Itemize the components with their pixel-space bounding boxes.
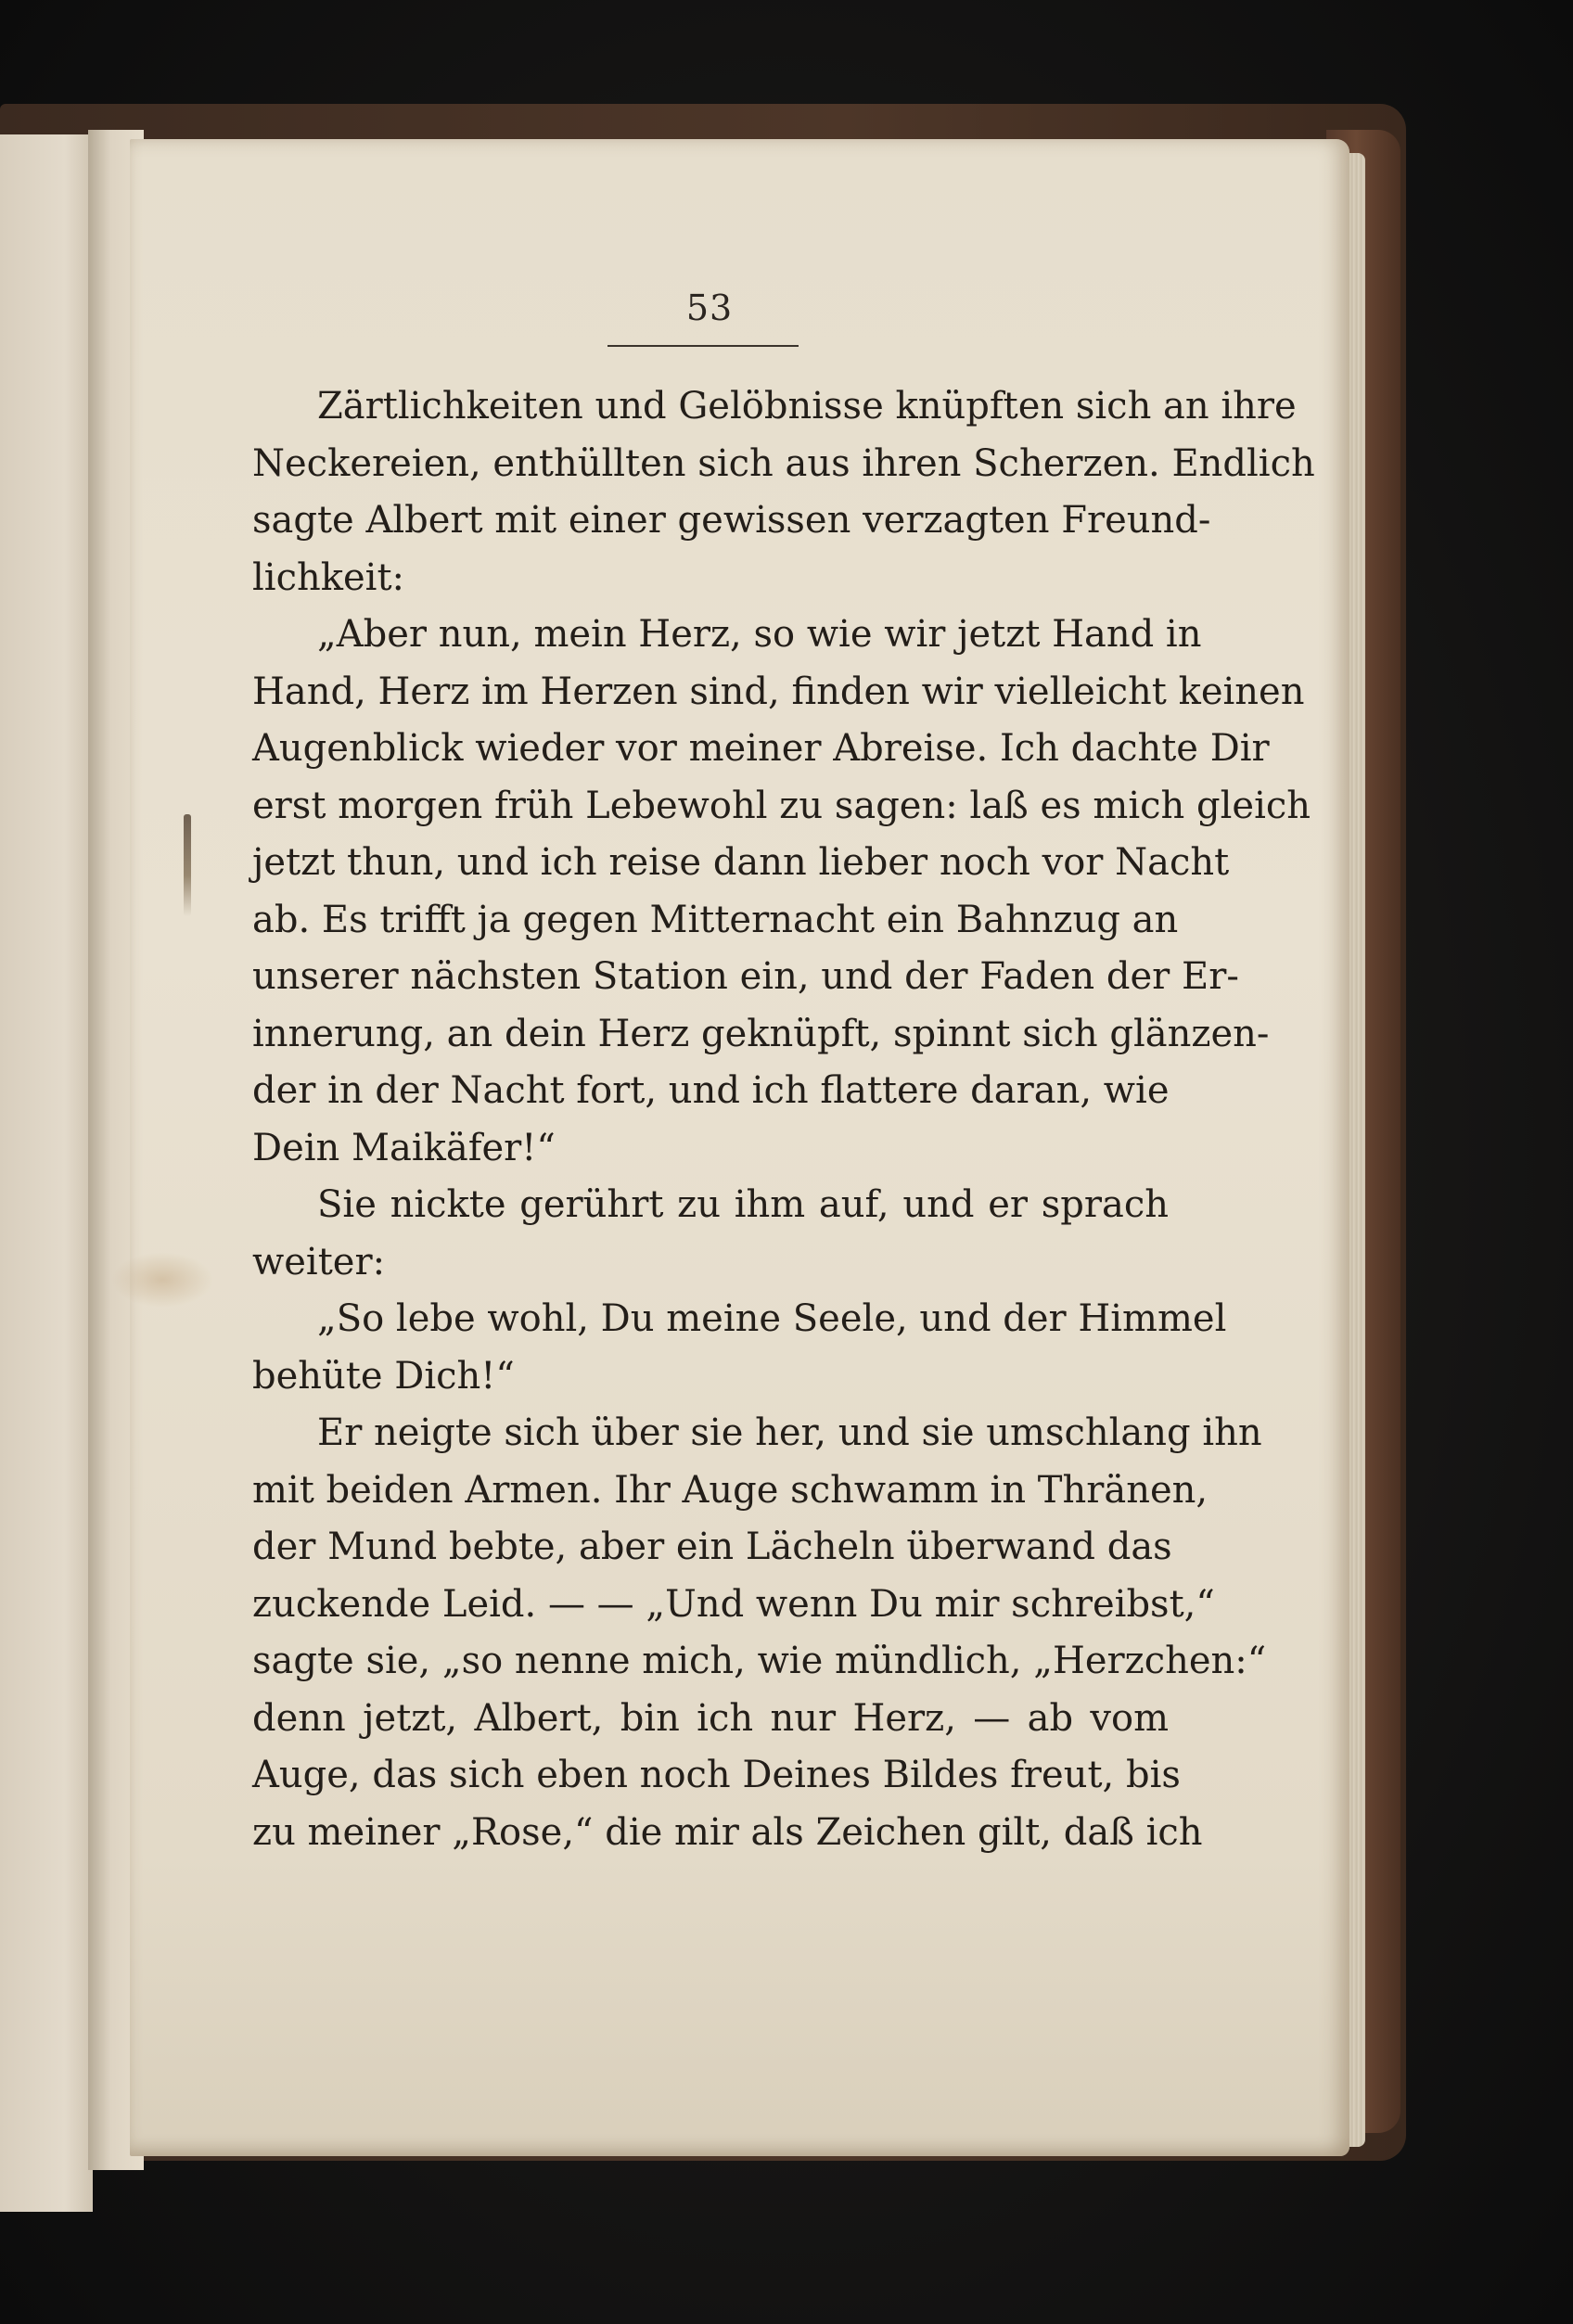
text-line: sagte sie, „so nenne mich, wie mündlich, „Herzchen:“ [252, 1640, 1267, 1682]
text-line: Hand, Herz im Herzen sind, finden wir vielleicht keinen [252, 670, 1305, 713]
text-line: der Mund bebte, aber ein Lächeln überwand das [252, 1526, 1172, 1568]
text-line: denn jetzt, Albert, bin ich nur Herz, — ab vom [252, 1696, 1169, 1740]
text-line: unserer nächsten Station ein, und der Faden der Er- [252, 955, 1239, 998]
text-line: behüte Dich!“ [252, 1354, 515, 1398]
text-line: erst morgen früh Lebewohl zu sagen: laß es mich gleich [252, 784, 1311, 827]
page-number: 53 [685, 287, 734, 328]
text-line: Sie nickte gerührt zu ihm auf, und er sprach [317, 1183, 1169, 1226]
header-rule [607, 345, 799, 347]
text-line: Neckereien, enthüllten sich aus ihren Scherzen. Endlich [252, 441, 1315, 485]
text-line: lichkeit: [252, 555, 405, 599]
text-line: der in der Nacht fort, und ich flattere daran, wie [252, 1069, 1170, 1112]
text-line: Er neigte sich über sie her, und sie umschlang ihn [317, 1411, 1262, 1454]
text-line: Zärtlichkeiten und Gelöbnisse knüpften sich an ihre [317, 385, 1297, 428]
text-line: Augenblick wieder vor meiner Abreise. Ich dachte Dir [252, 727, 1270, 770]
text-line: jetzt thun, und ich reise dann lieber noch vor Nacht [252, 841, 1230, 884]
left-page-edge [0, 134, 93, 2212]
text-line: „Aber nun, mein Herz, so wie wir jetzt Hand in [317, 613, 1202, 656]
text-line: weiter: [252, 1240, 386, 1283]
text-line: zuckende Leid. — — „Und wenn Du mir schreibst,“ [252, 1582, 1215, 1626]
text-line: ab. Es trifft ja gegen Mitternacht ein Bahnzug an [252, 898, 1179, 941]
margin-mark [184, 814, 191, 916]
text-line: innerung, an dein Herz geknüpft, spinnt sich glänzen- [252, 1012, 1270, 1055]
text-line: „So lebe wohl, Du meine Seele, und der Himmel [317, 1297, 1227, 1340]
body-text [252, 378, 1315, 1861]
paper-stain [111, 1252, 213, 1308]
text-line: zu meiner „Rose,“ die mir als Zeichen gilt, daß ich [252, 1810, 1203, 1854]
text-line: Auge, das sich eben noch Deines Bildes freut, bis [252, 1754, 1181, 1796]
text-line: Dein Maikäfer!“ [252, 1126, 556, 1169]
text-line: mit beiden Armen. Ihr Auge schwamm in Thränen, [252, 1468, 1209, 1512]
text-line: sagte Albert mit einer gewissen verzagten Freund- [252, 499, 1211, 542]
